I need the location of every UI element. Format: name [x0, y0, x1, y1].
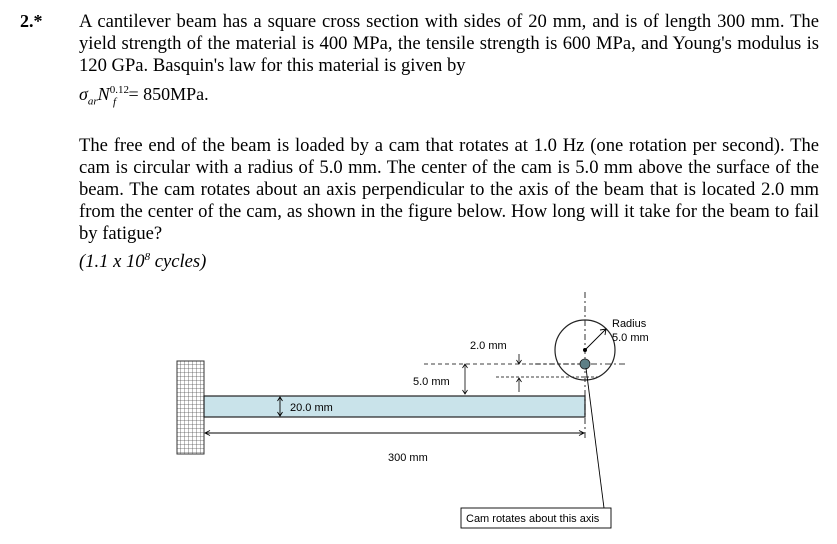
eq-sigma: σ [79, 84, 88, 104]
problem-paragraph-2: The free end of the beam is loaded by a cam that rotates at 1.0 Hz (one rotation per second). The cam is circular with a radius of 5.0 mm. The center of the cam is 5.0 mm above the surface of the beam. The cam rotates about an axis perpendicular to the axis of the beam that is located 2.0 mm from the center of the cam, as shown in the figure below. How long will it take for the beam to fail by fatigue? [79, 135, 819, 244]
eq-exponent: 0.12 [109, 84, 129, 96]
cam-radius-line [585, 329, 606, 350]
answer-suffix: cycles) [150, 251, 207, 273]
radius-label-2: 5.0 mm [612, 332, 649, 344]
radius-label-1: Radius [612, 318, 647, 330]
length-label: 300 mm [388, 452, 428, 464]
axis-leader-line [586, 368, 604, 508]
answer-prefix: (1.1 x 10 [79, 251, 145, 273]
eq-n: N [97, 84, 110, 104]
problem-number: 2.* [20, 11, 43, 31]
beam [204, 396, 585, 417]
axis-callout-label: Cam rotates about this axis [466, 513, 600, 525]
gap-label: 5.0 mm [413, 376, 450, 388]
eq-sigma-sub: ar [87, 95, 98, 108]
problem-paragraph-1: A cantilever beam has a square cross section with sides of 20 mm, and is of length 300 mm. The yield strength of the material is 400 MPa, the tensile strength is 600 MPa, and Young's modulus is 120 GPa. Basquin's law for this material is given by [79, 11, 819, 76]
wall-support [177, 361, 204, 454]
offset-label: 2.0 mm [470, 340, 507, 352]
length-dimension [205, 431, 584, 436]
cam-center [583, 348, 587, 352]
rotation-axis [580, 359, 590, 369]
eq-n-sub: f [112, 95, 116, 108]
answer-exponent: 8 [144, 251, 151, 263]
thickness-label: 20.0 mm [290, 402, 333, 414]
eq-rhs: = 850MPa. [128, 84, 209, 104]
